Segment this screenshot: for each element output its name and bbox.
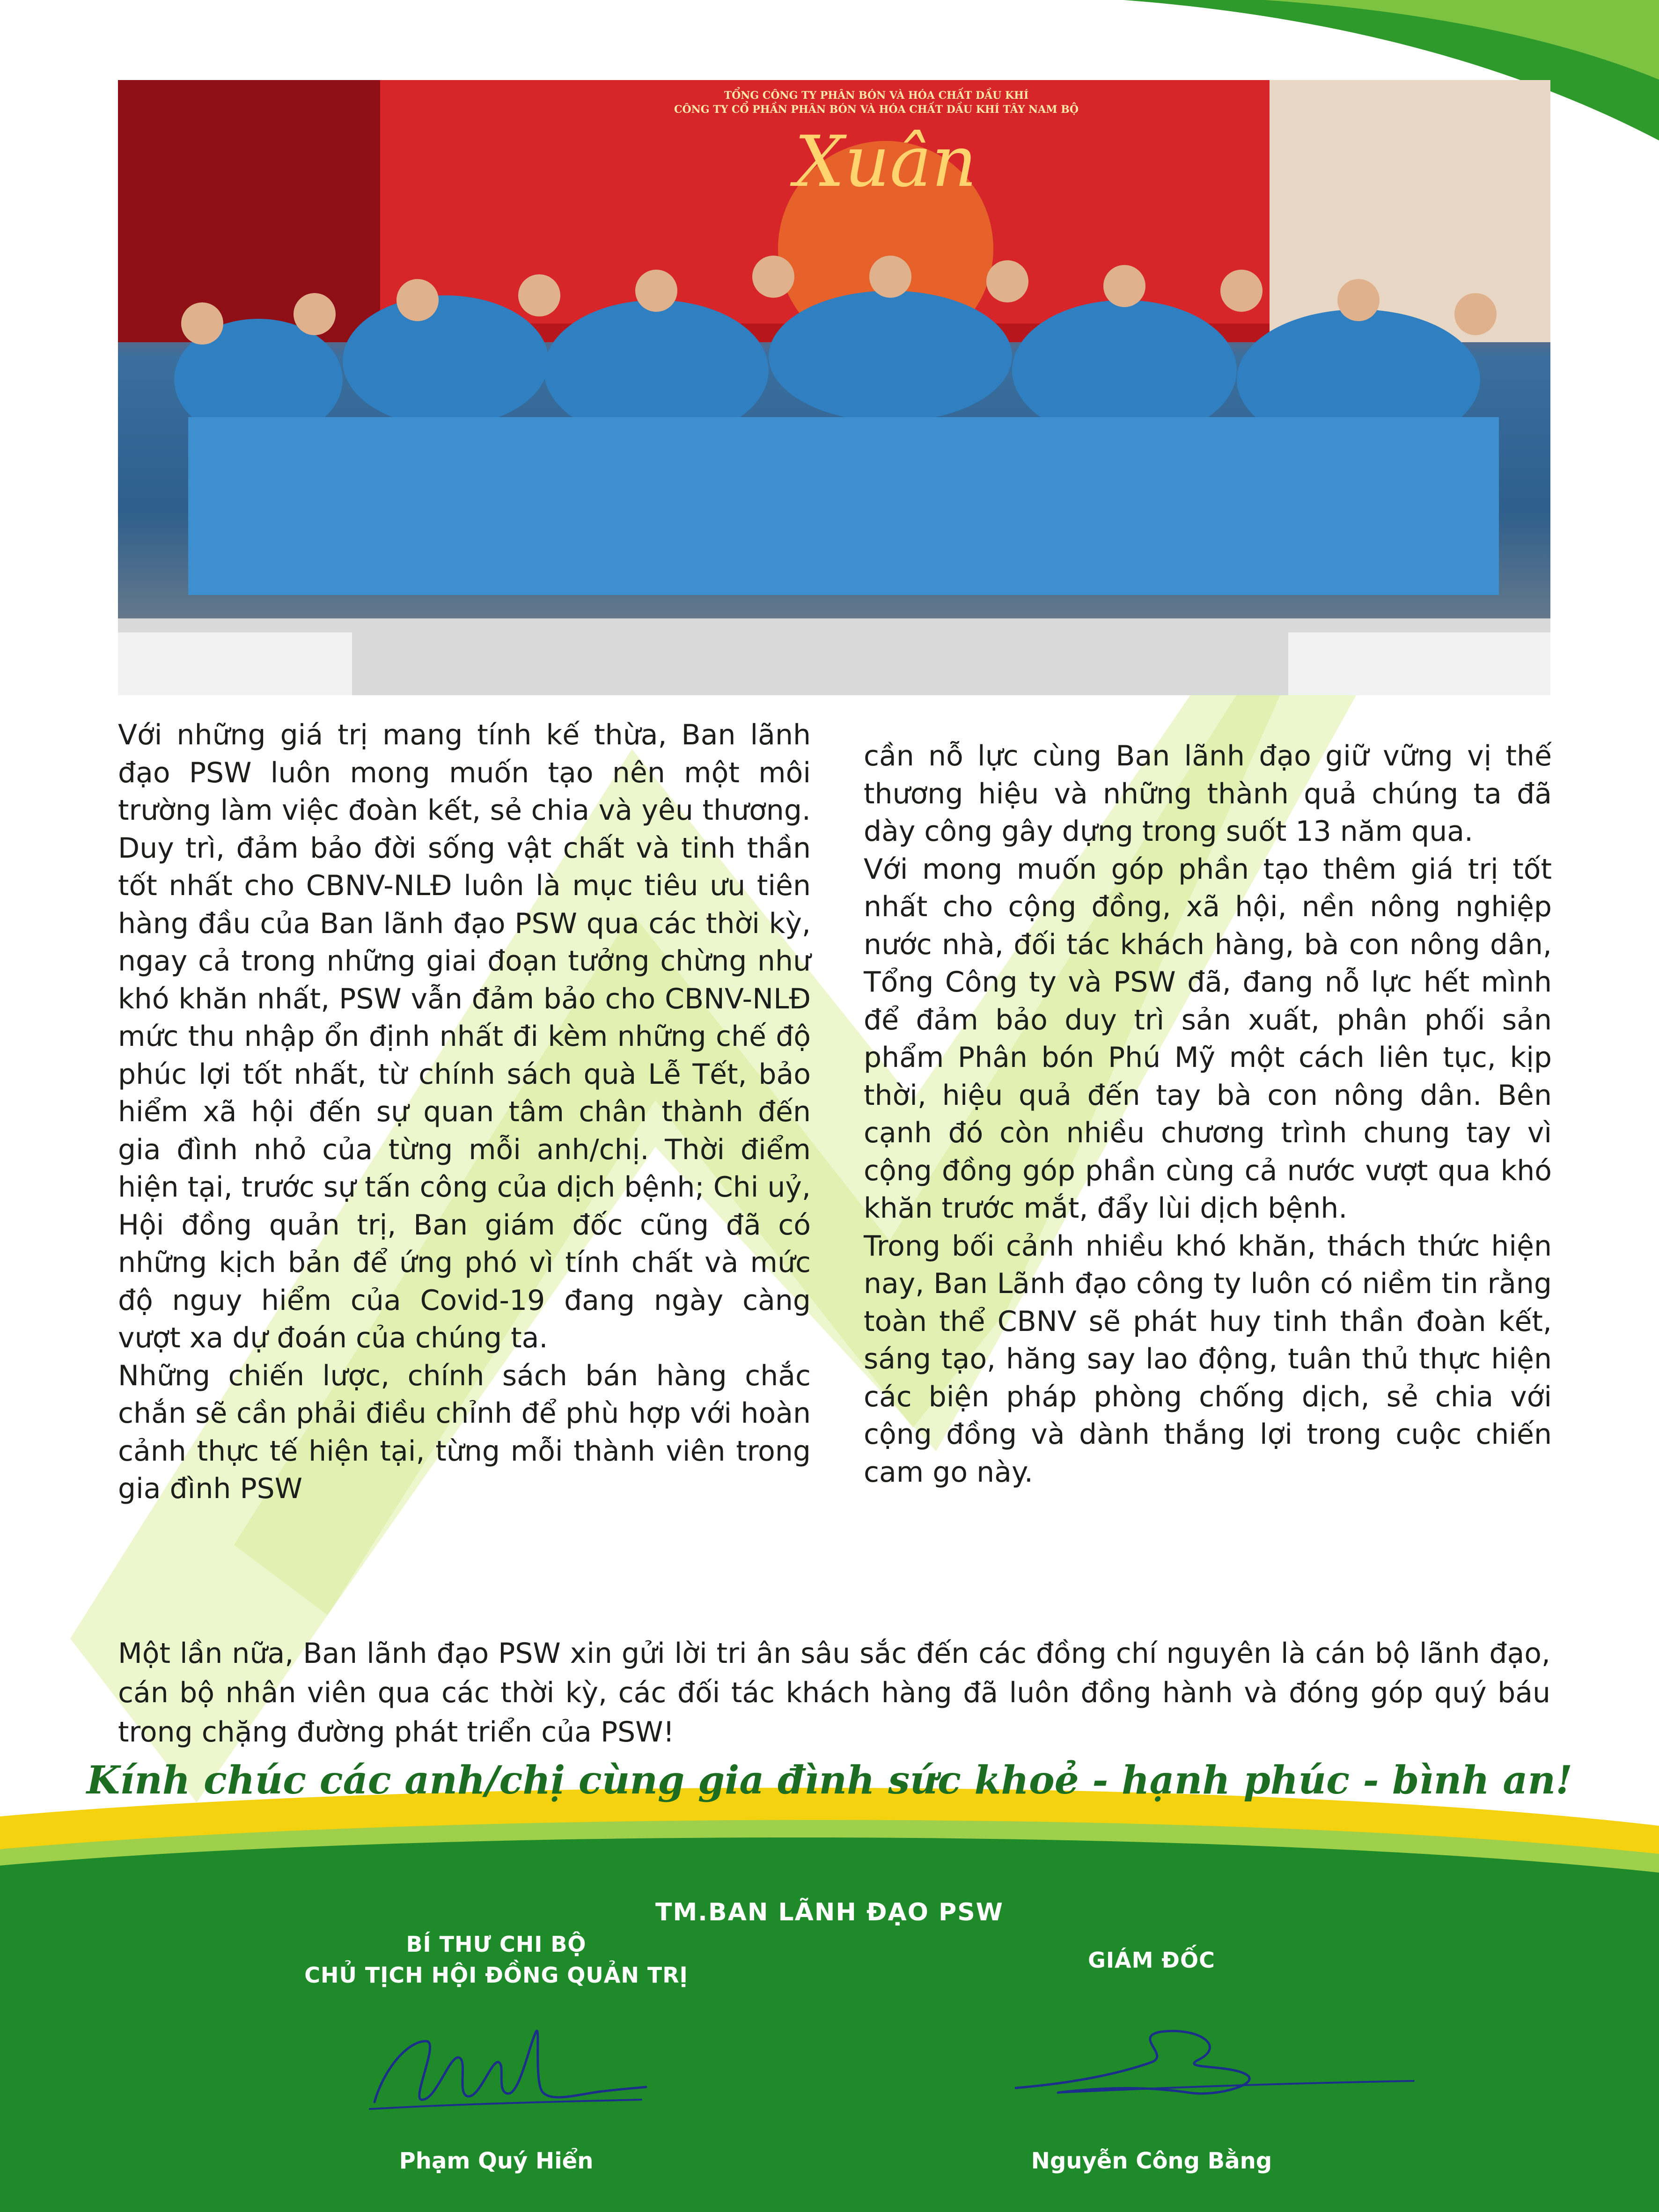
- greeting-line: Kính chúc các anh/chị cùng gia đình sức khoẻ - hạnh phúc - bình an!: [86, 1758, 1573, 1803]
- closing-paragraph: Một lần nữa, Ban lãnh đạo PSW xin gửi lời tri ân sâu sắc đến các đồng chí nguyên là cán bộ lãnh đạo, cán bộ nhân viên qua các thời kỳ, các đối tác khách hàng đã luôn đồng hành và đóng góp quý báu trong chặng đường phát triển của PSW!: [118, 1637, 1550, 1749]
- left-signatory-title: [262, 1929, 730, 1991]
- photo-banner-title: Xuân: [794, 121, 977, 203]
- body-right-column: [864, 737, 1552, 1491]
- photo-banner-line1: TỔNG CÔNG TY PHÂN BÓN VÀ HÓA CHẤT DẦU KHÍ: [724, 89, 1029, 102]
- body-left-paragraph-1: Với những giá trị mang tính kế thừa, Ban lãnh đạo PSW luôn mong muốn tạo nên một môi trường làm việc đoàn kết, sẻ chia và yêu thương. Duy trì, đảm bảo đời sống vật chất và tinh thần tốt nhất cho CBNV-NLĐ luôn là mục tiêu ưu tiên hàng đầu của Ban lãnh đạo PSW qua các thời kỳ, ngay cả trong những giai đoạn tưởng chừng như khó khăn nhất, PSW vẫn đảm bảo cho CBNV-NLĐ mức thu nhập ổn định nhất đi kèm những chế độ phúc lợi tốt nhất, từ chính sách quà Lễ Tết, bảo hiểm xã hội đến sự quan tâm chân thành đến gia đình nhỏ của từng mỗi anh/chị. Thời điểm hiện tại, trước sự tấn công của dịch bệnh; Chi uỷ, Hội đồng quản trị, Ban giám đốc cũng đã có những kịch bản để ứng phó vì tính chất và mức độ nguy hiểm của Covid-19 đang ngày càng vượt xa dự đoán của chúng ta.: [118, 719, 811, 1354]
- photo-banner-text: [666, 88, 1087, 117]
- group-photo: [118, 80, 1550, 695]
- body-left-paragraph-2: Những chiến lược, chính sách bán hàng chắc chắn sẽ cần phải điều chỉnh để phù hợp với hoàn cảnh thực tế hiện tại, từng mỗi thành viên trong gia đình PSW: [118, 1359, 811, 1505]
- on-behalf-heading: TM.BAN LÃNH ĐẠO PSW: [655, 1898, 1004, 1926]
- left-signature: [356, 2013, 655, 2125]
- body-right-paragraph-3: Trong bối cảnh nhiều khó khăn, thách thức hiện nay, Ban Lãnh đạo công ty luôn có niềm tin rằng toàn thể CBNV sẽ phát huy tinh thần đoàn kết, sáng tạo, hăng say lao động, tuân thủ thực hiện các biện pháp phòng chống dịch, sẻ chia với cộng đồng và dành thắng lợi trong cuộc chiến cam go này.: [864, 1229, 1552, 1489]
- right-signature: [1002, 2018, 1423, 2121]
- left-title-line2: CHỦ TỊCH HỘI ĐỒNG QUẢN TRỊ: [304, 1962, 688, 1988]
- right-signatory-title: GIÁM ĐỐC: [1088, 1947, 1215, 1973]
- body-right-paragraph-1: cần nỗ lực cùng Ban lãnh đạo giữ vững vị thế thương hiệu và những thành quả chúng ta đã dày công gây dựng trong suốt 13 năm qua.: [864, 740, 1552, 848]
- body-right-paragraph-2: Với mong muốn góp phần tạo thêm giá trị tốt nhất cho cộng đồng, xã hội, nền nông nghiệp nước nhà, đối tác khách hàng, bà con nông dân, Tổng Công ty và PSW đã, đang nỗ lực hết mình để đảm bảo duy trì sản xuất, phân phối sản phẩm Phân bón Phú Mỹ một cách liên tục, kịp thời, hiệu quả đến tay bà con nông dân. Bên cạnh đó còn nhiều chương trình chung tay vì cộng đồng góp phần cùng cả nước vượt qua khó khăn trước mắt, đẩy lùi dịch bệnh.: [864, 852, 1552, 1225]
- right-signatory-name: Nguyễn Công Bằng: [1031, 2148, 1272, 2174]
- left-title-line1: BÍ THƯ CHI BỘ: [406, 1932, 587, 1957]
- body-left-column: [118, 716, 811, 1508]
- photo-banner-line2: CÔNG TY CỔ PHẦN PHÂN BÓN VÀ HÓA CHẤT DẦU KHÍ TÂY NAM BỘ: [674, 103, 1079, 116]
- left-signatory-name: Phạm Quý Hiển: [399, 2148, 594, 2174]
